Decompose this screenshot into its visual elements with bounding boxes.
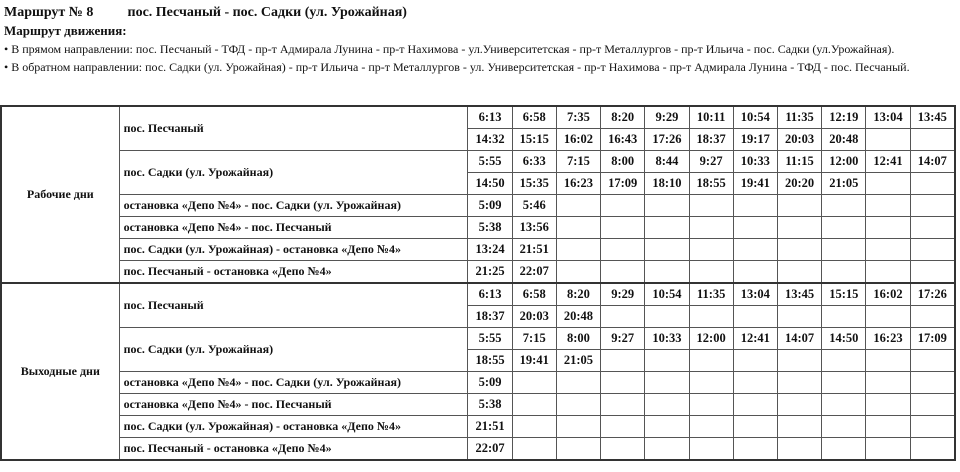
empty-cell (556, 195, 600, 217)
route-segment-label: остановка «Депо №4» - пос. Садки (ул. Урожайная) (119, 195, 468, 217)
empty-cell (645, 438, 689, 461)
empty-cell (601, 261, 645, 284)
departure-time: 17:09 (601, 173, 645, 195)
empty-cell (512, 438, 556, 461)
empty-cell (866, 129, 910, 151)
empty-cell (910, 306, 955, 328)
empty-cell (601, 217, 645, 239)
departure-time: 17:26 (645, 129, 689, 151)
departure-time: 14:07 (777, 328, 821, 350)
empty-cell (556, 217, 600, 239)
empty-cell (866, 394, 910, 416)
schedule-row (1, 106, 955, 129)
departure-time: 10:54 (645, 283, 689, 306)
empty-cell (601, 372, 645, 394)
schedule-row (1, 416, 955, 438)
movement-title: Маршрут движения: (4, 23, 127, 38)
departure-time: 21:05 (556, 350, 600, 372)
empty-cell (689, 416, 733, 438)
empty-cell (910, 129, 955, 151)
empty-cell (866, 372, 910, 394)
empty-cell (601, 306, 645, 328)
departure-time: 21:05 (822, 173, 866, 195)
schedule-row (1, 438, 955, 461)
schedule-row (1, 195, 955, 217)
empty-cell (645, 195, 689, 217)
empty-cell (645, 306, 689, 328)
departure-time: 6:58 (512, 283, 556, 306)
empty-cell (777, 416, 821, 438)
departure-time: 10:54 (733, 106, 777, 129)
departure-time: 8:44 (645, 151, 689, 173)
empty-cell (512, 394, 556, 416)
departure-time: 18:55 (689, 173, 733, 195)
empty-cell (822, 416, 866, 438)
route-name: пос. Песчаный - пос. Садки (ул. Урожайная) (127, 5, 407, 20)
day-type-label: Рабочие дни (1, 106, 119, 283)
departure-time: 15:15 (512, 129, 556, 151)
departure-time: 9:29 (645, 106, 689, 129)
empty-cell (689, 239, 733, 261)
departure-time: 18:37 (689, 129, 733, 151)
empty-cell (910, 416, 955, 438)
departure-time: 9:29 (601, 283, 645, 306)
departure-time: 18:37 (468, 306, 512, 328)
empty-cell (822, 217, 866, 239)
empty-cell (910, 217, 955, 239)
empty-cell (777, 438, 821, 461)
departure-time: 16:02 (556, 129, 600, 151)
departure-time: 11:35 (689, 283, 733, 306)
departure-time: 19:17 (733, 129, 777, 151)
empty-cell (601, 416, 645, 438)
empty-cell (645, 416, 689, 438)
departure-time: 13:45 (777, 283, 821, 306)
empty-cell (910, 438, 955, 461)
empty-cell (645, 261, 689, 284)
departure-time: 8:00 (556, 328, 600, 350)
departure-time: 5:09 (468, 372, 512, 394)
departure-time: 22:07 (468, 438, 512, 461)
empty-cell (556, 261, 600, 284)
departure-time: 10:33 (733, 151, 777, 173)
route-segment-label: пос. Песчаный - остановка «Депо №4» (119, 438, 468, 461)
empty-cell (689, 306, 733, 328)
route-segment-label: остановка «Депо №4» - пос. Садки (ул. Урожайная) (119, 372, 468, 394)
empty-cell (556, 438, 600, 461)
empty-cell (645, 394, 689, 416)
day-type-label: Выходные дни (1, 283, 119, 460)
departure-time: 11:35 (777, 106, 821, 129)
departure-time: 14:07 (910, 151, 955, 173)
departure-time: 5:55 (468, 328, 512, 350)
departure-time: 7:15 (556, 151, 600, 173)
empty-cell (645, 372, 689, 394)
empty-cell (733, 416, 777, 438)
schedule-row (1, 217, 955, 239)
empty-cell (822, 438, 866, 461)
departure-time: 12:00 (822, 151, 866, 173)
departure-time: 6:13 (468, 106, 512, 129)
departure-time: 20:03 (777, 129, 821, 151)
schedule-row (1, 394, 955, 416)
departure-time: 6:13 (468, 283, 512, 306)
departure-time: 12:00 (689, 328, 733, 350)
departure-time: 13:45 (910, 106, 955, 129)
departure-time: 6:33 (512, 151, 556, 173)
departure-time: 15:15 (822, 283, 866, 306)
departure-time: 17:26 (910, 283, 955, 306)
departure-time: 12:41 (866, 151, 910, 173)
departure-time: 13:04 (733, 283, 777, 306)
empty-cell (777, 372, 821, 394)
departure-time: 19:41 (512, 350, 556, 372)
empty-cell (601, 195, 645, 217)
empty-cell (910, 394, 955, 416)
empty-cell (645, 239, 689, 261)
empty-cell (822, 394, 866, 416)
empty-cell (866, 350, 910, 372)
departure-time: 18:55 (468, 350, 512, 372)
empty-cell (689, 261, 733, 284)
empty-cell (601, 350, 645, 372)
departure-time: 5:38 (468, 394, 512, 416)
departure-time: 16:02 (866, 283, 910, 306)
empty-cell (733, 438, 777, 461)
empty-cell (822, 306, 866, 328)
departure-time: 12:41 (733, 328, 777, 350)
empty-cell (733, 217, 777, 239)
departure-time: 17:09 (910, 328, 955, 350)
empty-cell (689, 350, 733, 372)
empty-cell (556, 372, 600, 394)
schedule-row (1, 239, 955, 261)
empty-cell (645, 350, 689, 372)
departure-time: 21:51 (468, 416, 512, 438)
route-segment-label: пос. Садки (ул. Урожайная) (119, 328, 468, 372)
route-segment-label: пос. Садки (ул. Урожайная) (119, 151, 468, 195)
empty-cell (689, 217, 733, 239)
empty-cell (733, 350, 777, 372)
departure-time: 12:19 (822, 106, 866, 129)
empty-cell (689, 394, 733, 416)
empty-cell (777, 306, 821, 328)
route-header (4, 4, 954, 76)
departure-time: 13:04 (866, 106, 910, 129)
empty-cell (910, 195, 955, 217)
schedule-row (1, 261, 955, 284)
departure-time: 16:23 (866, 328, 910, 350)
forward-direction: • В прямом направлении: пос. Песчаный - ТФД - пр-т Адмирала Лунина - пр-т Нахимова - ул.Университетская - пр-т Металлургов - пр-т Ильича - пос. Садки (ул.Урожайная). (4, 42, 895, 56)
departure-time: 13:24 (468, 239, 512, 261)
route-segment-label: пос. Садки (ул. Урожайная) - остановка «Депо №4» (119, 239, 468, 261)
schedule-row (1, 372, 955, 394)
departure-time: 14:50 (822, 328, 866, 350)
departure-time: 18:10 (645, 173, 689, 195)
empty-cell (777, 217, 821, 239)
empty-cell (777, 261, 821, 284)
empty-cell (777, 239, 821, 261)
departure-time: 7:15 (512, 328, 556, 350)
empty-cell (910, 372, 955, 394)
route-segment-label: остановка «Депо №4» - пос. Песчаный (119, 217, 468, 239)
departure-time: 5:38 (468, 217, 512, 239)
departure-time: 19:41 (733, 173, 777, 195)
empty-cell (822, 195, 866, 217)
empty-cell (866, 173, 910, 195)
departure-time: 20:48 (822, 129, 866, 151)
empty-cell (866, 438, 910, 461)
departure-time: 21:25 (468, 261, 512, 284)
route-title (4, 4, 954, 22)
departure-time: 9:27 (689, 151, 733, 173)
departure-time: 5:55 (468, 151, 512, 173)
departure-time: 7:35 (556, 106, 600, 129)
empty-cell (512, 372, 556, 394)
empty-cell (822, 261, 866, 284)
route-segment-label: пос. Песчаный - остановка «Депо №4» (119, 261, 468, 284)
empty-cell (645, 217, 689, 239)
departure-time: 5:09 (468, 195, 512, 217)
departure-time: 5:46 (512, 195, 556, 217)
empty-cell (689, 438, 733, 461)
departure-time: 20:48 (556, 306, 600, 328)
empty-cell (601, 438, 645, 461)
departure-time: 21:51 (512, 239, 556, 261)
empty-cell (822, 350, 866, 372)
empty-cell (556, 394, 600, 416)
schedule-row (1, 151, 955, 173)
empty-cell (733, 372, 777, 394)
schedule-row (1, 283, 955, 306)
empty-cell (866, 261, 910, 284)
route-segment-label: пос. Песчаный (119, 106, 468, 151)
departure-time: 6:58 (512, 106, 556, 129)
empty-cell (910, 350, 955, 372)
route-segment-label: остановка «Депо №4» - пос. Песчаный (119, 394, 468, 416)
departure-time: 9:27 (601, 328, 645, 350)
departure-time: 22:07 (512, 261, 556, 284)
backward-direction: • В обратном направлении: пос. Садки (ул. Урожайная) - пр-т Ильича - пр-т Металлургов - ул. Университетская - пр-т Нахимова - пр-т Адмирала Лунина - ТФД - пос. Песчаный. (4, 60, 910, 74)
empty-cell (689, 195, 733, 217)
empty-cell (733, 195, 777, 217)
empty-cell (777, 350, 821, 372)
empty-cell (777, 394, 821, 416)
empty-cell (689, 372, 733, 394)
departure-time: 15:35 (512, 173, 556, 195)
empty-cell (866, 239, 910, 261)
empty-cell (601, 239, 645, 261)
empty-cell (601, 394, 645, 416)
departure-time: 8:00 (601, 151, 645, 173)
departure-time: 10:33 (645, 328, 689, 350)
departure-time: 20:20 (777, 173, 821, 195)
empty-cell (910, 239, 955, 261)
empty-cell (733, 306, 777, 328)
departure-time: 16:23 (556, 173, 600, 195)
empty-cell (822, 372, 866, 394)
empty-cell (556, 416, 600, 438)
empty-cell (822, 239, 866, 261)
departure-time: 14:50 (468, 173, 512, 195)
departure-time: 13:56 (512, 217, 556, 239)
departure-time: 20:03 (512, 306, 556, 328)
empty-cell (777, 195, 821, 217)
empty-cell (866, 306, 910, 328)
departure-time: 16:43 (601, 129, 645, 151)
route-number: Маршрут № 8 (4, 5, 94, 20)
departure-time: 11:15 (777, 151, 821, 173)
schedule-table (0, 105, 956, 461)
empty-cell (512, 416, 556, 438)
empty-cell (733, 261, 777, 284)
departure-time: 10:11 (689, 106, 733, 129)
route-segment-label: пос. Садки (ул. Урожайная) - остановка «Депо №4» (119, 416, 468, 438)
empty-cell (910, 261, 955, 284)
empty-cell (733, 394, 777, 416)
empty-cell (733, 239, 777, 261)
schedule-row (1, 328, 955, 350)
departure-time: 8:20 (601, 106, 645, 129)
route-segment-label: пос. Песчаный (119, 283, 468, 328)
empty-cell (910, 173, 955, 195)
empty-cell (556, 239, 600, 261)
departure-time: 8:20 (556, 283, 600, 306)
departure-time: 14:32 (468, 129, 512, 151)
empty-cell (866, 195, 910, 217)
empty-cell (866, 416, 910, 438)
empty-cell (866, 217, 910, 239)
